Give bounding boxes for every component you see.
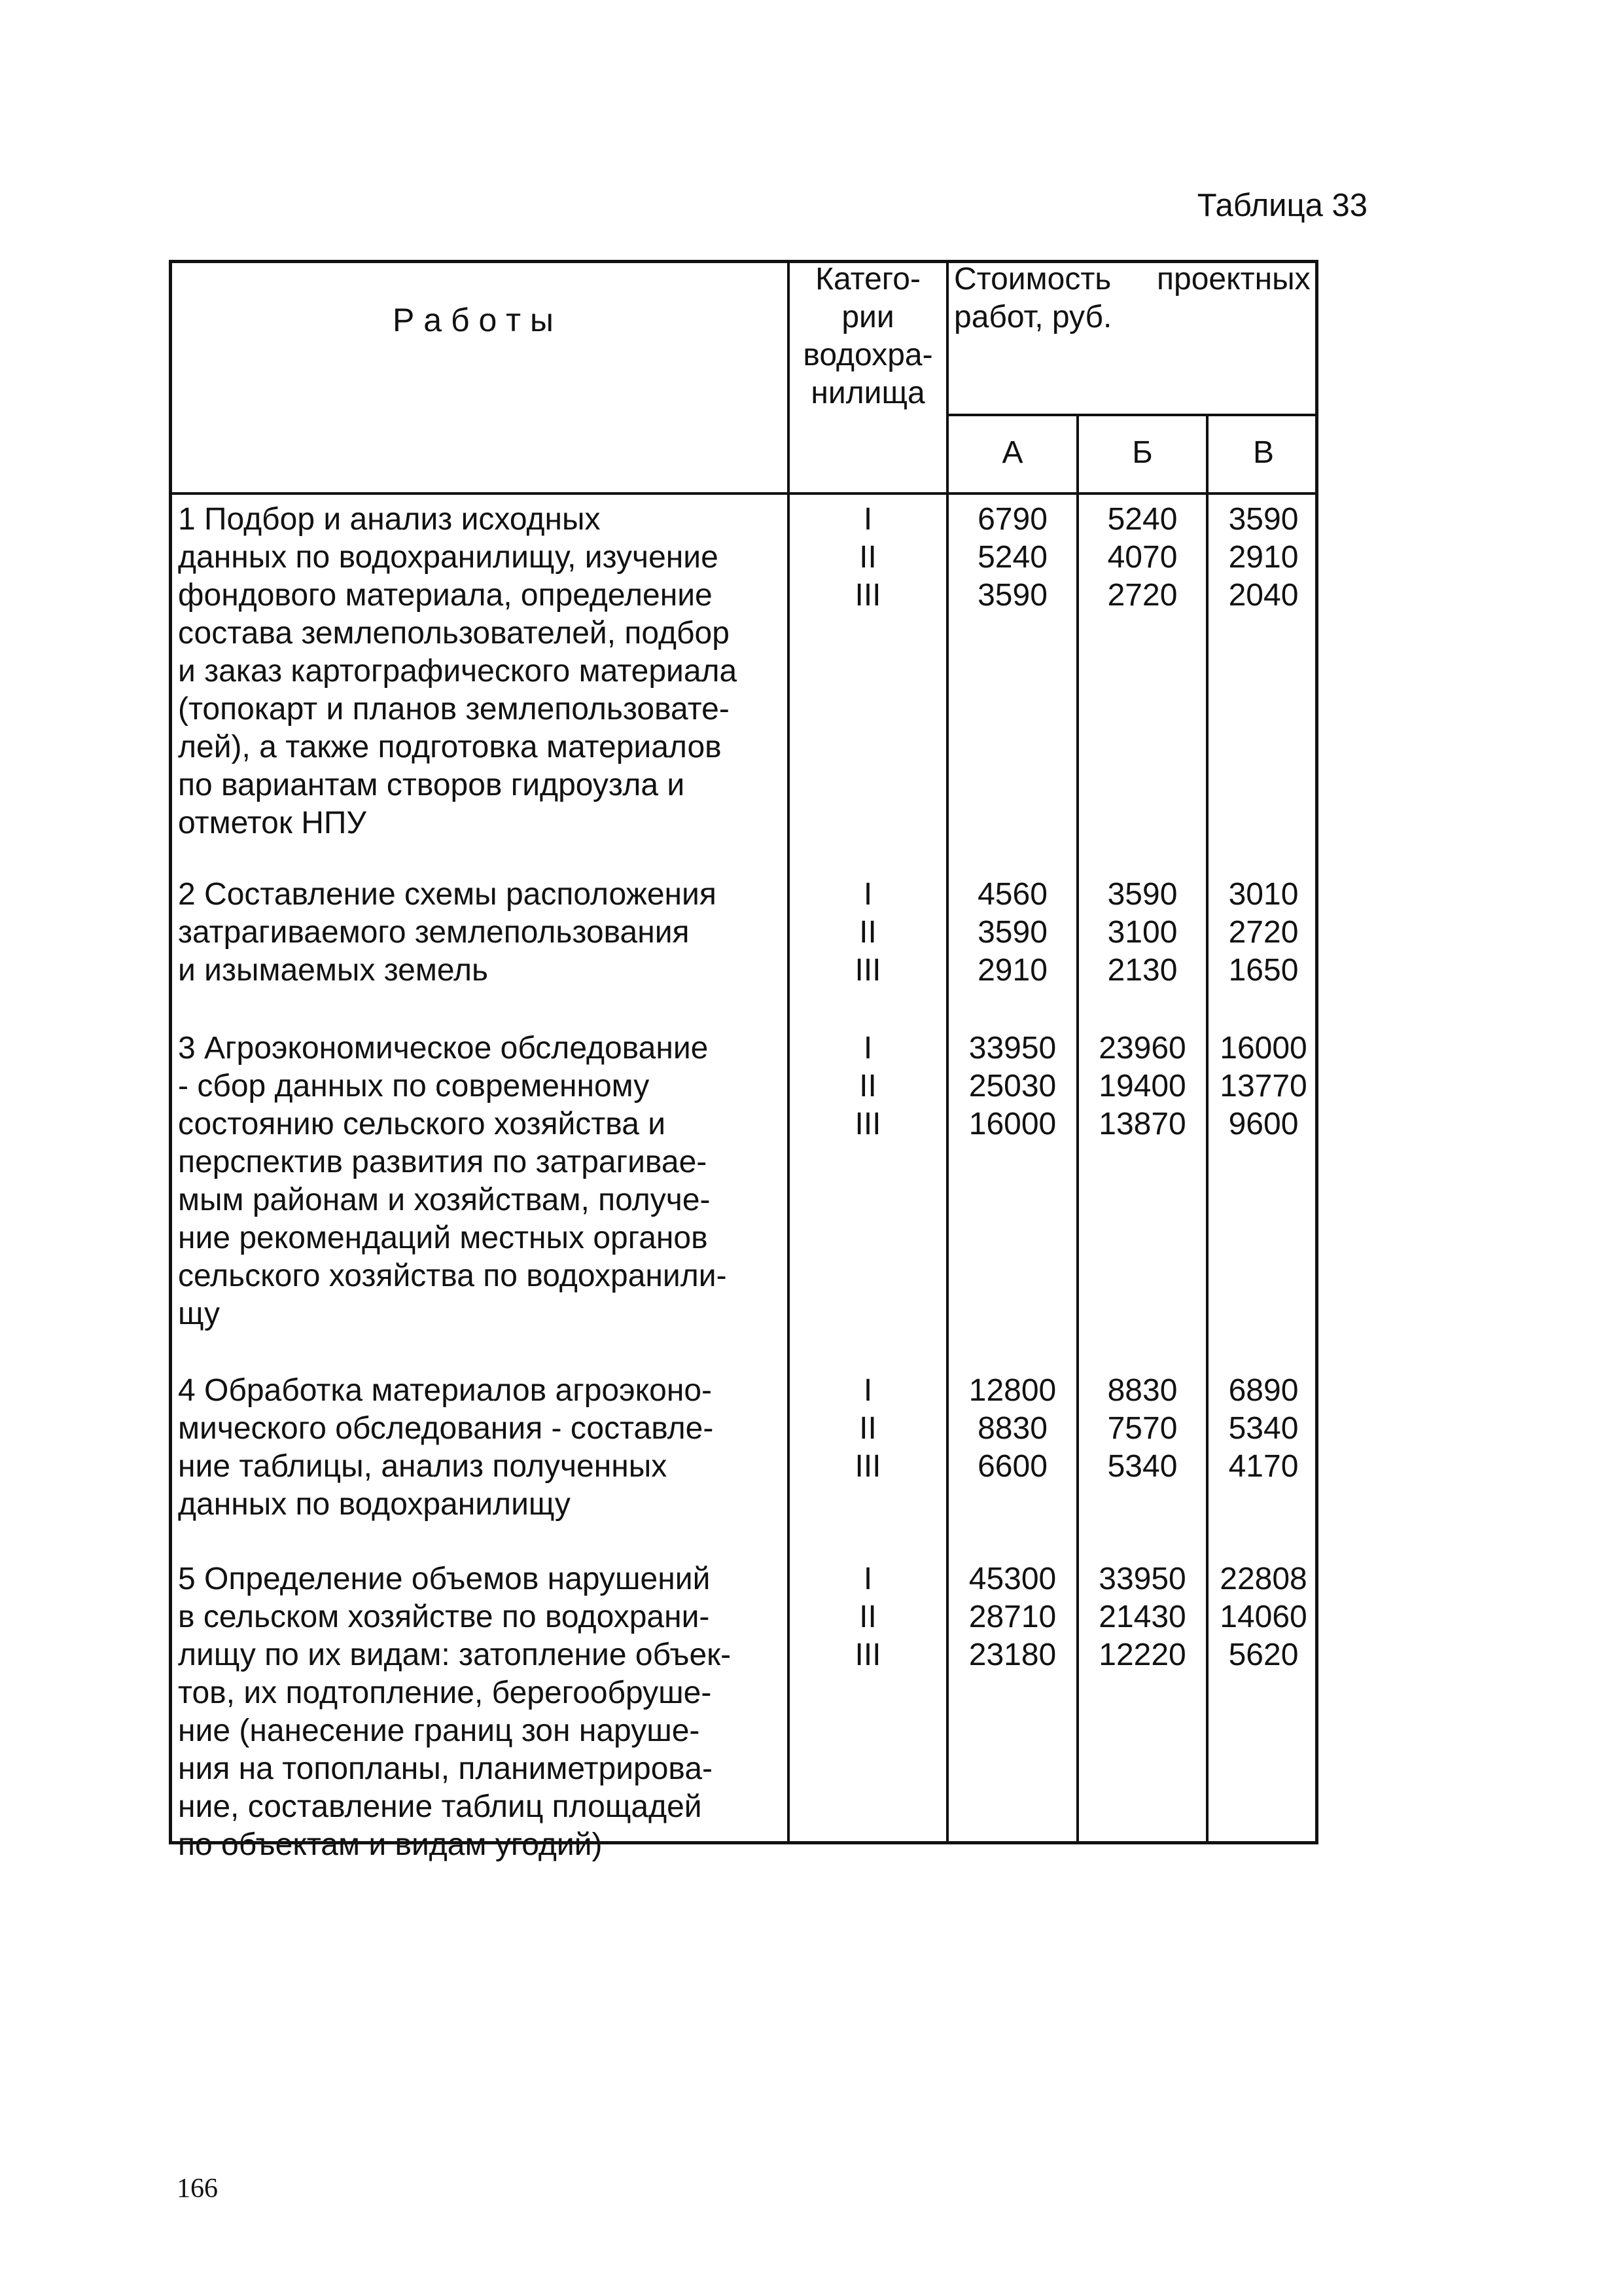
row-1-cost-a: 5240 — [978, 540, 1048, 575]
row-3-category: I — [863, 1031, 873, 1066]
row-5-work-line: лищу по их видам: затопление объек- — [178, 1638, 732, 1672]
row-1-work-line: фондового материала, определение — [178, 578, 713, 613]
row-5-cost-b: 21430 — [1099, 1600, 1186, 1634]
row-1-cost-b: 2720 — [1107, 578, 1178, 613]
header-cost-word: Стоимость — [954, 262, 1112, 296]
row-3-category: II — [859, 1069, 877, 1103]
row-5-category: I — [863, 1562, 873, 1596]
row-3-cost-v: 16000 — [1220, 1031, 1307, 1066]
row-4-cost-a: 8830 — [978, 1411, 1048, 1446]
table-caption: Таблица 33 — [1197, 188, 1368, 223]
row-5-cost-v: 22808 — [1220, 1562, 1307, 1596]
row-3-work-line: перспектив развития по затрагивае- — [178, 1145, 707, 1179]
row-4-cost-a: 6600 — [978, 1449, 1048, 1484]
row-1-work-line: состава землепользователей, подбор — [178, 616, 730, 651]
row-3-cost-a: 33950 — [968, 1031, 1057, 1066]
row-2-category: II — [859, 915, 877, 950]
row-2-cost-b: 2130 — [1107, 953, 1178, 988]
row-5-cost-b: 12220 — [1099, 1638, 1186, 1672]
row-3-work-line: мым районам и хозяйствам, получе- — [178, 1183, 711, 1217]
row-2-cost-b: 3100 — [1107, 915, 1178, 950]
header-category-line: нилища — [811, 376, 925, 410]
row-2-category: I — [863, 877, 873, 912]
row-5-work-line: ние (нанесение границ зон наруше- — [178, 1713, 700, 1748]
header-works: Р а б о т ы — [393, 302, 554, 338]
row-1-cost-b: 4070 — [1107, 540, 1178, 575]
row-2-cost-b: 3590 — [1107, 877, 1178, 912]
row-1-cost-v: 2040 — [1228, 578, 1299, 613]
row-3-work-line: ние рекомендаций местных органов — [178, 1221, 708, 1255]
row-1-category: III — [855, 578, 881, 613]
row-2-cost-v: 1650 — [1228, 953, 1299, 988]
row-3-cost-b: 23960 — [1099, 1031, 1186, 1066]
row-5-cost-v: 14060 — [1220, 1600, 1307, 1634]
row-3-work-line: - сбор данных по современному — [178, 1069, 650, 1103]
row-3-cost-v: 13770 — [1220, 1069, 1307, 1103]
row-4-category: II — [859, 1411, 877, 1446]
row-1-category: I — [863, 502, 873, 537]
row-3-cost-v: 9600 — [1228, 1107, 1299, 1141]
row-5-cost-a: 23180 — [968, 1638, 1057, 1672]
header-category-line: водохра- — [803, 338, 933, 372]
row-3-work-line: щу — [178, 1297, 221, 1331]
row-2-cost-v: 2720 — [1228, 915, 1299, 950]
row-5-work-line: тов, их подтопление, берегообруше- — [178, 1676, 712, 1710]
row-5-cost-v: 5620 — [1228, 1638, 1299, 1672]
row-4-cost-v: 6890 — [1228, 1373, 1299, 1408]
row-3-cost-b: 19400 — [1099, 1069, 1186, 1103]
row-1-work-line: по вариантам створов гидроузла и — [178, 768, 685, 802]
header-category-line: Катего- — [815, 262, 921, 296]
row-4-cost-b: 8830 — [1107, 1373, 1178, 1408]
row-2-work-line: 2 Составление схемы расположения — [178, 877, 716, 912]
row-4-cost-b: 7570 — [1107, 1411, 1178, 1446]
row-2-category: III — [855, 953, 881, 988]
row-3-category: III — [855, 1107, 881, 1141]
row-2-work-line: затрагиваемого землепользования — [178, 915, 690, 950]
row-1-cost-b: 5240 — [1107, 502, 1178, 537]
row-5-cost-b: 33950 — [1099, 1562, 1186, 1596]
header-cost-unit: работ, руб. — [954, 300, 1112, 334]
row-1-cost-a: 3590 — [978, 578, 1048, 613]
cost-subheader-line — [946, 414, 1318, 416]
row-1-cost-v: 3590 — [1228, 502, 1299, 537]
header-bottom-line — [169, 492, 1318, 495]
row-4-work-line: 4 Обработка материалов агроэконо- — [178, 1373, 713, 1408]
row-4-cost-v: 4170 — [1228, 1449, 1299, 1484]
row-5-work-line: ние, составление таблиц площадей — [178, 1789, 702, 1824]
row-5-cost-a: 45300 — [968, 1562, 1057, 1596]
row-3-work-line: сельского хозяйства по водохранили- — [178, 1259, 727, 1293]
row-5-work-line: ния на топопланы, планиметрирова- — [178, 1751, 713, 1786]
row-4-cost-v: 5340 — [1228, 1411, 1299, 1446]
row-1-category: II — [859, 540, 877, 575]
row-4-cost-a: 12800 — [968, 1373, 1057, 1408]
row-3-work-line: состоянию сельского хозяйства и — [178, 1107, 666, 1141]
header-category-line: рии — [841, 300, 894, 334]
row-1-work-line: лей), а также подготовка материалов — [178, 730, 722, 764]
row-4-category: III — [855, 1449, 881, 1484]
header-cost-project: проектных — [1157, 262, 1311, 296]
row-1-work-line: отметок НПУ — [178, 806, 366, 840]
row-1-work-line: и заказ картографического материала — [178, 654, 737, 689]
row-4-work-line: мического обследования - составле- — [178, 1411, 714, 1446]
row-3-cost-b: 13870 — [1099, 1107, 1186, 1141]
page-number: 166 — [177, 2174, 218, 2204]
row-5-category: II — [859, 1600, 877, 1634]
row-2-cost-a: 2910 — [978, 953, 1048, 988]
row-1-cost-v: 2910 — [1228, 540, 1299, 575]
row-5-work-line: по объектам и видам угодий) — [178, 1827, 603, 1862]
row-2-cost-a: 3590 — [978, 915, 1048, 950]
row-5-cost-a: 28710 — [968, 1600, 1057, 1634]
row-3-cost-a: 25030 — [968, 1069, 1057, 1103]
row-2-work-line: и изымаемых земель — [178, 953, 488, 988]
row-1-work-line: 1 Подбор и анализ исходных — [178, 502, 601, 537]
row-1-work-line: (топокарт и планов землепользовате- — [178, 692, 730, 726]
row-5-work-line: 5 Определение объемов нарушений — [178, 1562, 711, 1596]
header-col-b: Б — [1132, 435, 1153, 470]
row-4-work-line: ние таблицы, анализ полученных — [178, 1449, 667, 1484]
row-2-cost-v: 3010 — [1228, 877, 1299, 912]
row-3-cost-a: 16000 — [968, 1107, 1057, 1141]
row-5-work-line: в сельском хозяйстве по водохрани- — [178, 1600, 710, 1634]
row-2-cost-a: 4560 — [978, 877, 1048, 912]
row-4-work-line: данных по водохранилищу — [178, 1487, 571, 1522]
row-3-work-line: 3 Агроэкономическое обследование — [178, 1031, 709, 1066]
row-4-category: I — [863, 1373, 873, 1408]
row-1-cost-a: 6790 — [978, 502, 1048, 537]
row-4-cost-b: 5340 — [1107, 1449, 1178, 1484]
header-col-v: В — [1252, 435, 1274, 470]
header-col-a: А — [1002, 435, 1023, 470]
row-5-category: III — [855, 1638, 881, 1672]
row-1-work-line: данных по водохранилищу, изучение — [178, 540, 718, 575]
